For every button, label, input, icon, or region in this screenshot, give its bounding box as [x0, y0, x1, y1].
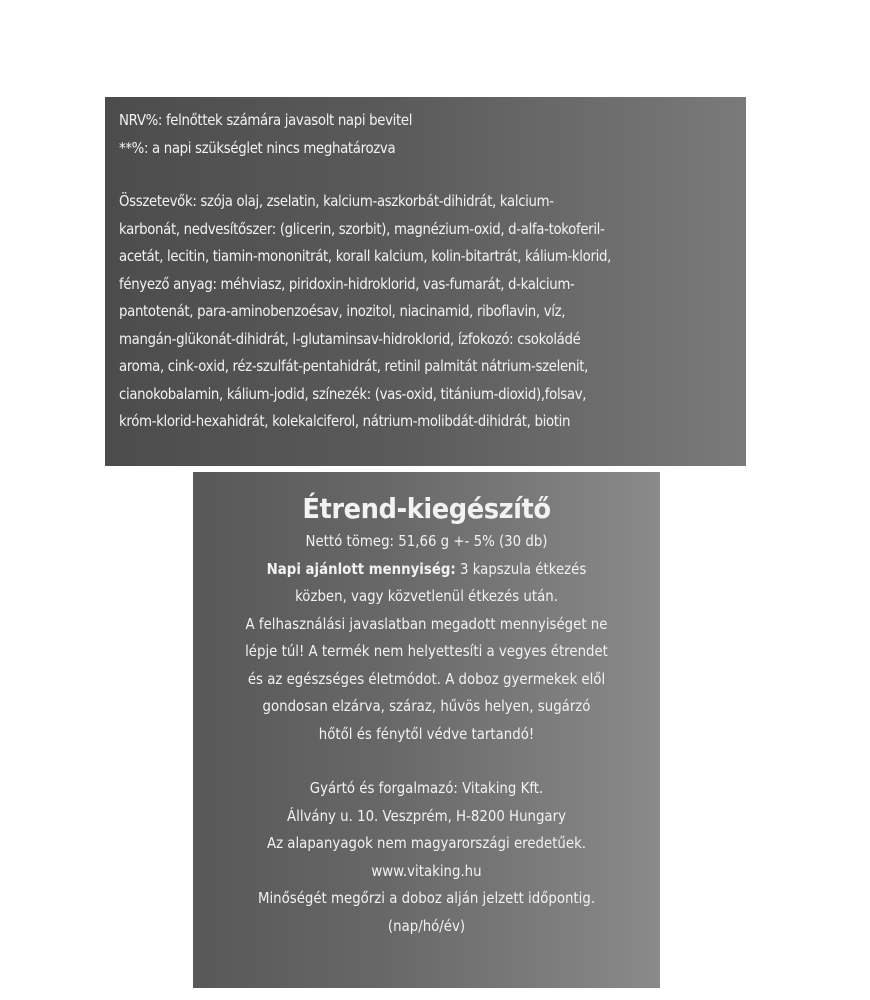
net-weight: Nettó tömeg: 51,66 g +- 5% (30 db) — [305, 532, 548, 550]
product-title: Étrend-kiegészítő — [302, 492, 551, 525]
usage-line: és az egészséges életmódot. A doboz gyermekek elől — [247, 669, 606, 688]
origin-line: Az alapanyagok nem magyarországi eredetűek. — [266, 834, 587, 852]
usage-line: A felhasználási javaslatban megadott mennyiséget ne — [245, 614, 608, 633]
manufacturer-line: Gyártó és forgalmazó: Vitaking Kft. — [309, 779, 544, 797]
date-format-line: (nap/hó/év) — [387, 916, 466, 935]
daily-dose-label: Napi ajánlott mennyiség: — [266, 559, 456, 578]
ingredients-line: króm-klorid-hexahidrát, kolekalciferol, nátrium-molibdát-dihidrát, biotin — [119, 412, 571, 430]
address-line: Állvány u. 10. Veszprém, H-8200 Hungary — [287, 806, 566, 825]
ingredients-line: aroma, cink-oxid, réz-szulfát-pentahidrát, retinil palmitát nátrium-szelenit, — [119, 357, 589, 375]
product-info-panel — [193, 472, 660, 988]
daily-dose — [226, 556, 628, 584]
ingredients-line: acetát, lecitin, tiamin-mononitrát, korall kalcium, kolin-bitartrát, kálium-klorid, — [119, 247, 612, 265]
ingredients-line: mangán-glükonát-dihidrát, l-glutaminsav-hidroklorid, ízfokozó: csokoládé — [119, 329, 581, 348]
ingredients-line: Összetevők: szója olaj, zselatin, kalcium-aszkorbát-dihidrát, kalcium- — [119, 192, 554, 210]
ingredients-line: cianokobalamin, kálium-jodid, színezék: (vas-oxid, titánium-dioxid),folsav, — [119, 384, 587, 403]
ingredients-panel — [105, 97, 746, 466]
usage-line: közben, vagy közvetlenül étkezés után. — [295, 587, 558, 605]
ingredients-line: fényező anyag: méhviasz, piridoxin-hidroklorid, vas-fumarát, d-kalcium- — [119, 274, 575, 293]
ingredients-line: pantotenát, para-aminobenzoésav, inozitol, niacinamid, riboflavin, víz, — [119, 302, 566, 320]
website-line: www.vitaking.hu — [371, 861, 482, 880]
usage-line: hőtől és fénytől védve tartandó! — [318, 724, 535, 743]
nrv-undefined-note: **%: a napi szükséglet nincs meghatározva — [119, 138, 396, 157]
usage-line: gondosan elzárva, száraz, hűvös helyen, sugárzó — [262, 697, 591, 715]
best-before-line: Minőségét megőrzi a doboz alján jelzett időpontig. — [257, 889, 596, 907]
ingredients-line: karbonát, nedvesítőszer: (glicerin, szorbit), magnézium-oxid, d-alfa-tokoferil- — [119, 219, 605, 238]
nrv-note: NRV%: felnőttek számára javasolt napi bevitel — [119, 111, 413, 129]
usage-line: lépje túl! A termék nem helyettesíti a vegyes étrendet — [245, 642, 608, 660]
spacer — [119, 162, 736, 188]
spacer — [193, 748, 660, 775]
daily-dose-text: 3 kapszula étkezés — [455, 559, 587, 578]
